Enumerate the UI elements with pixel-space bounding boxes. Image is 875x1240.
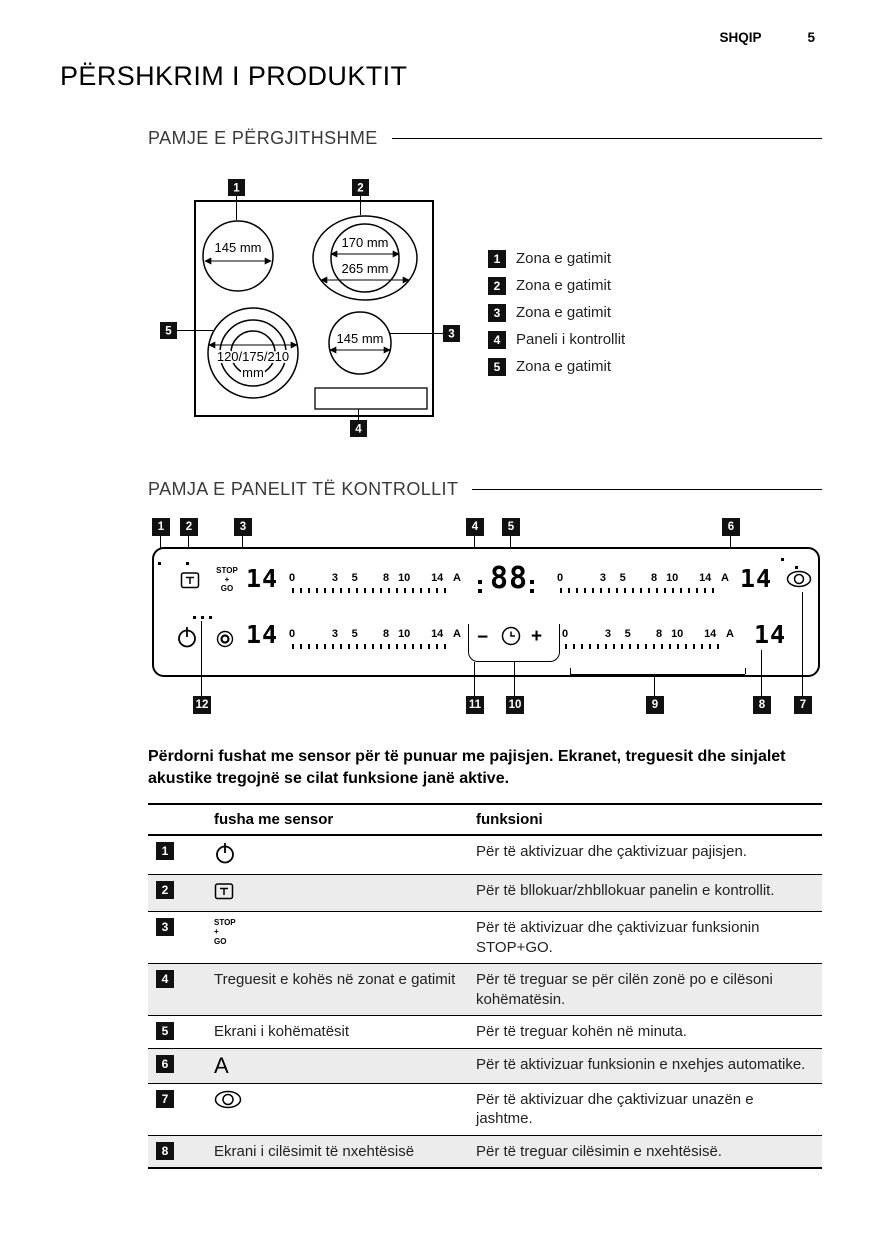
scale-label: 5 (351, 572, 358, 584)
auto-heat-letter: A (214, 1052, 229, 1078)
panel-callout-5: 5 (502, 518, 520, 536)
page-number: 5 (807, 30, 815, 45)
scale-label: 14 (699, 572, 712, 584)
callout-bracket-line (570, 674, 745, 675)
scale-label: 0 (561, 628, 569, 640)
section-heading-text: PAMJA E PANELIT TË KONTROLLIT (148, 479, 459, 499)
stop-go-field (214, 918, 248, 946)
panel-callout-7: 7 (794, 696, 812, 714)
scale-ticks (565, 644, 723, 649)
scale-label: 5 (351, 628, 358, 640)
scale-label: 0 (288, 628, 296, 640)
zone-2-inner-size-label: 170 mm (341, 235, 389, 250)
panel-callout-8: 8 (753, 696, 771, 714)
function-text: Për të bllokuar/zhbllokuar panelin e kontrollit. (468, 875, 822, 912)
cooktop-outline (195, 201, 433, 416)
legend-label: Zona e gatimit (516, 358, 612, 375)
zone-3-size-label: 145 mm (336, 331, 384, 346)
stop-go-text: STOP (216, 566, 238, 575)
timer-display: 88 (490, 561, 529, 596)
table-row (148, 912, 822, 964)
scale-label: 10 (671, 628, 684, 640)
callout-line (654, 674, 655, 696)
stop-go-text: + (224, 575, 230, 585)
table-row (148, 1048, 822, 1083)
heading-rule (392, 138, 822, 139)
section-heading-panel (148, 479, 822, 500)
header-sensor: fusha me sensor (206, 804, 468, 835)
stop-go-text: STOP (214, 918, 236, 928)
zone-1-size-label: 145 mm (214, 240, 262, 255)
row-num: 3 (156, 918, 174, 936)
scale-label: 3 (599, 572, 606, 584)
panel-callout-9: 9 (646, 696, 664, 714)
panel-callout-2: 2 (180, 518, 198, 536)
legend-item (488, 245, 625, 272)
row-num: 6 (156, 1055, 174, 1073)
function-text: Për të aktivizuar dhe çaktivizuar pajisjen. (476, 843, 747, 861)
scale-label: 8 (655, 628, 663, 640)
scale-label: 14 (431, 628, 444, 640)
power-scale (561, 628, 734, 649)
sensor-marker (209, 616, 212, 619)
legend-label: Zona e gatimit (516, 277, 612, 294)
scale-label: A (721, 572, 729, 584)
table-row (148, 964, 822, 1016)
row-num: 4 (156, 970, 174, 988)
section-heading-text: PAMJE E PËRGJITHSHME (148, 128, 378, 148)
outer-ring-icon (786, 570, 812, 593)
sensor-marker (795, 566, 798, 569)
legend-label: Zona e gatimit (516, 250, 612, 267)
control-panel-diagram (0, 514, 875, 726)
callout-bracket-tick (745, 668, 746, 674)
cooktop-diagram (160, 173, 470, 443)
target-icon (216, 630, 234, 653)
page-title: PËRSHKRIM I PRODUKTIT (60, 61, 408, 91)
scale-label: 5 (624, 628, 631, 640)
zone-5-size-label-2: mm (242, 365, 264, 380)
callout-line (474, 662, 475, 696)
minus-field: − (477, 627, 489, 648)
panel-callout-11: 11 (466, 696, 484, 714)
row-num: 1 (156, 842, 174, 860)
sensor-fields-table (148, 803, 822, 1169)
function-text: Për të treguar cilësimin e nxehtësisë. (468, 1135, 822, 1168)
power-icon (176, 626, 198, 653)
language-label: SHQIP (719, 30, 762, 45)
scale-label: 8 (382, 572, 390, 584)
scale-label: 14 (704, 628, 717, 640)
callout-line (201, 621, 202, 696)
sensor-marker (193, 616, 196, 619)
svg-text:4: 4 (355, 423, 362, 436)
heading-rule (472, 489, 822, 490)
legend-num: 1 (488, 250, 506, 268)
function-text: Për të treguar se për cilën zonë po e cilësoni kohëmatësin. (468, 964, 822, 1016)
scale-label: 10 (398, 628, 411, 640)
table-row (148, 1016, 822, 1049)
panel-callout-12: 12 (193, 696, 211, 714)
row-num: 5 (156, 1022, 174, 1040)
legend-item (488, 272, 625, 299)
scale-label: A (453, 628, 461, 640)
table-header-row (148, 804, 822, 835)
heat-display: 14 (754, 620, 787, 649)
legend-num: 4 (488, 331, 506, 349)
scale-label: 0 (288, 572, 296, 584)
panel-callout-4: 4 (466, 518, 484, 536)
outer-ring-icon (214, 1090, 242, 1113)
function-text: Për të aktivizuar dhe çaktivizuar unazën e jashtme. (468, 1083, 822, 1135)
row-num: 8 (156, 1142, 174, 1160)
row-num: 7 (156, 1090, 174, 1108)
sensor-marker (781, 558, 784, 561)
svg-text:1: 1 (233, 182, 240, 195)
legend-num: 2 (488, 277, 506, 295)
panel-callout-6: 6 (722, 518, 740, 536)
legend-label: Zona e gatimit (516, 304, 612, 321)
function-text: Për të aktivizuar dhe çaktivizuar funksionin STOP+GO. (468, 912, 822, 964)
stop-go-field (210, 566, 244, 594)
callout-line (514, 662, 515, 696)
scale-label: A (453, 572, 461, 584)
legend-item (488, 353, 625, 380)
svg-text:2: 2 (357, 182, 364, 195)
legend-num: 3 (488, 304, 506, 322)
function-text: Për të aktivizuar funksionin e nxehjes automatike. (468, 1048, 822, 1083)
panel-callout-1: 1 (152, 518, 170, 536)
header-empty (148, 804, 206, 835)
table-row (148, 1083, 822, 1135)
legend-num: 5 (488, 358, 506, 376)
scale-ticks (560, 588, 718, 593)
intro-paragraph: Përdorni fushat me sensor për të punuar me pajisjen. Ekranet, treguesit dhe sinjalet akustike tregojnë se cilat funksione janë aktive. (148, 748, 786, 787)
scale-label: 3 (604, 628, 611, 640)
callout-bracket-tick (570, 668, 571, 674)
power-scale (288, 628, 461, 649)
svg-text:3: 3 (448, 328, 455, 341)
row-num: 2 (156, 881, 174, 899)
table-row (148, 835, 822, 875)
heat-display: 14 (246, 564, 279, 593)
callout-line (761, 650, 762, 696)
svg-text:5: 5 (165, 325, 172, 338)
table-row (148, 875, 822, 912)
heat-display: 14 (740, 564, 773, 593)
zone-2-outer-size-label: 265 mm (341, 261, 389, 276)
section-heading-overview (148, 128, 822, 149)
stop-go-text: GO (214, 936, 227, 946)
legend (488, 245, 625, 443)
legend-item (488, 326, 625, 353)
timer-zone-dot (478, 580, 482, 584)
overview-diagram-row (160, 173, 875, 443)
stop-go-text: GO (220, 584, 234, 594)
sensor-marker (201, 616, 204, 619)
sensor-marker (186, 562, 189, 565)
scale-label: 8 (650, 572, 658, 584)
power-scale (556, 572, 729, 593)
scale-ticks (292, 588, 450, 593)
heat-display: 14 (246, 620, 279, 649)
callout-line (802, 592, 803, 696)
legend-label: Paneli i kontrollit (516, 331, 626, 348)
scale-label: A (726, 628, 734, 640)
scale-ticks (292, 644, 450, 649)
stop-go-text: + (214, 927, 219, 937)
scale-label: 14 (431, 572, 444, 584)
key-lock-icon (214, 881, 234, 905)
zone-5-size-label-1: 120/175/210 (216, 349, 290, 364)
legend-item (488, 299, 625, 326)
key-lock-icon (180, 570, 200, 595)
scale-label: 10 (398, 572, 411, 584)
timer-clock-icon (501, 626, 521, 651)
table-row (148, 1135, 822, 1168)
power-scale (288, 572, 461, 593)
timer-zone-dot (530, 580, 534, 584)
scale-label: 3 (331, 628, 338, 640)
control-panel-outline (315, 388, 427, 409)
sensor-marker (158, 562, 161, 565)
scale-label: 3 (331, 572, 338, 584)
function-text: Për të treguar kohën në minuta. (468, 1016, 822, 1049)
scale-label: 10 (666, 572, 679, 584)
scale-label: 8 (382, 628, 390, 640)
timer-zone-dot (478, 589, 482, 593)
plus-field: + (531, 626, 543, 647)
scale-label: 0 (556, 572, 564, 584)
scale-label: 5 (619, 572, 626, 584)
timer-zone-dot (530, 589, 534, 593)
sensor-label: Ekrani i kohëmatësit (214, 1023, 350, 1041)
panel-callout-10: 10 (506, 696, 524, 714)
header-function: funksioni (468, 804, 822, 835)
sensor-label: Treguesit e kohës në zonat e gatimit (214, 971, 456, 989)
page-header (0, 0, 875, 45)
sensor-label: Ekrani i cilësimit të nxehtësisë (214, 1142, 415, 1160)
panel-callout-3: 3 (234, 518, 252, 536)
power-icon (214, 842, 236, 868)
